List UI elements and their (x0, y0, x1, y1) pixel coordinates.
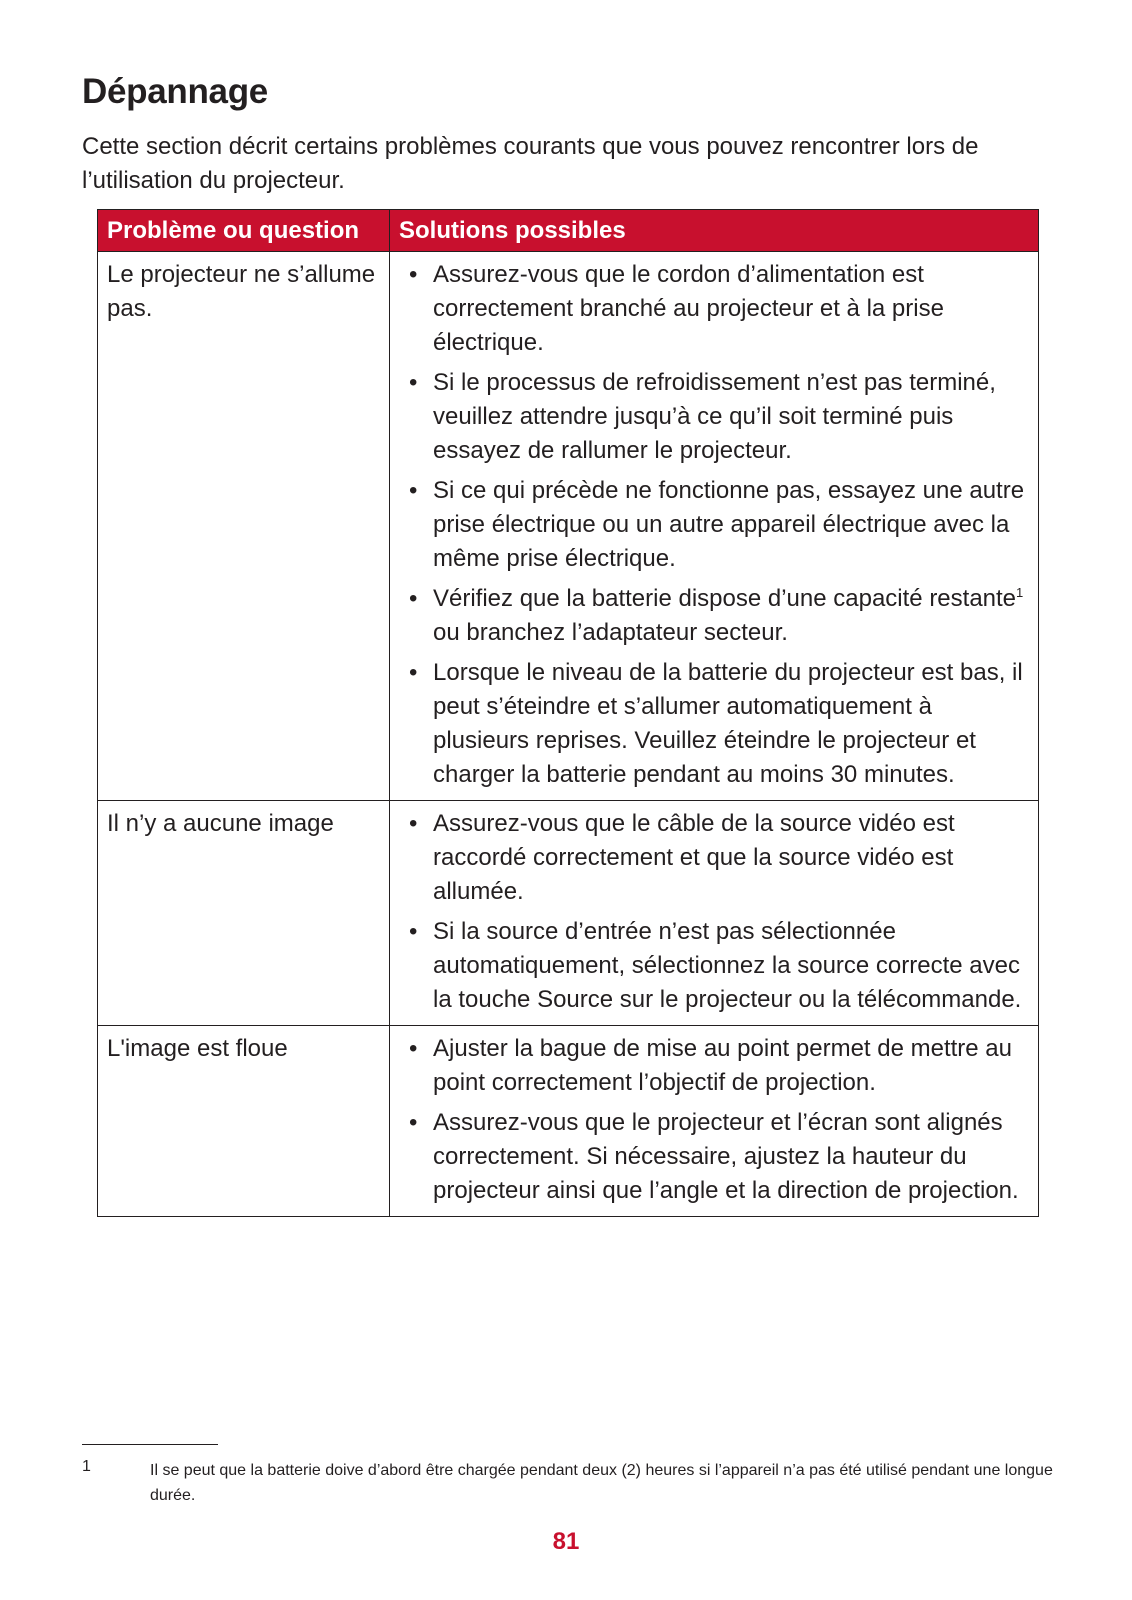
solution-list (399, 807, 1030, 1017)
footnote-number: 1 (82, 1458, 91, 1475)
page-number: 81 (552, 1528, 580, 1555)
page-title: Dépannage (82, 72, 268, 111)
problem-cell: Il n’y a aucune image (98, 801, 390, 1026)
troubleshooting-table (97, 209, 1039, 1217)
solution-text: Si la source d’entrée n’est pas sélectionnée automatiquement, sélectionnez la source correcte avec la touche Source sur le projecteur ou la télécommande. (433, 918, 1022, 1013)
header-problem: Problème ou question (98, 210, 390, 252)
solution-item (399, 366, 1030, 468)
bullet-icon: • (409, 369, 418, 396)
bullet-icon: • (409, 1035, 418, 1062)
table-header-row (98, 210, 1039, 252)
solution-list (399, 258, 1030, 792)
solution-text: Ajuster la bague de mise au point permet de mettre au point correctement l’objectif de projection. (433, 1035, 1012, 1096)
solution-text: Si le processus de refroidissement n’est pas terminé, veuillez attendre jusqu’à ce qu’il soit terminé puis essayez de rallumer le projecteur. (433, 369, 996, 464)
bullet-icon: • (409, 585, 418, 612)
bullet-icon: • (409, 659, 418, 686)
table-row (98, 1026, 1039, 1217)
solutions-cell (390, 252, 1039, 801)
solution-item (399, 807, 1030, 909)
solution-text: Si ce qui précède ne fonctionne pas, essayez une autre prise électrique ou un autre appareil électrique avec la même prise électrique. (433, 477, 1025, 572)
solution-item (399, 582, 1030, 650)
bullet-icon: • (409, 477, 418, 504)
bullet-icon: • (409, 1109, 418, 1136)
table-row (98, 801, 1039, 1026)
solution-text: Lorsque le niveau de la batterie du projecteur est bas, il peut s’éteindre et s’allumer automatiquement à plusieurs reprises. Veuillez éteindre le projecteur et charger la batterie pendant au moins 30 minutes. (433, 659, 1023, 788)
solution-item (399, 474, 1030, 576)
solution-item (399, 915, 1030, 1017)
solution-list (399, 1032, 1030, 1208)
footnote-reference: 1 (1016, 585, 1024, 600)
intro-paragraph: Cette section décrit certains problèmes courants que vous pouvez rencontrer lors de l’utilisation du projecteur. (82, 133, 979, 194)
footnote-divider (82, 1444, 218, 1445)
solution-text: Assurez-vous que le cordon d’alimentation est correctement branché au projecteur et à la prise électrique. (433, 261, 944, 356)
problem-cell: Le projecteur ne s’allume pas. (98, 252, 390, 801)
footnote-text: Il se peut que la batterie doive d’abord être chargée pendant deux (2) heures si l’appareil n’a pas été utilisé pendant une longue durée. (150, 1462, 1053, 1504)
bullet-icon: • (409, 918, 418, 945)
solutions-cell (390, 1026, 1039, 1217)
solutions-cell (390, 801, 1039, 1026)
bullet-icon: • (409, 261, 418, 288)
solution-text: Assurez-vous que le câble de la source vidéo est raccordé correctement et que la source vidéo est allumée. (433, 810, 955, 905)
solution-text: Assurez-vous que le projecteur et l’écran sont alignés correctement. Si nécessaire, ajustez la hauteur du projecteur ainsi que l’angle et la direction de projection. (433, 1109, 1019, 1204)
problem-cell: L'image est floue (98, 1026, 390, 1217)
solution-item (399, 258, 1030, 360)
solution-text-tail: ou branchez l’adaptateur secteur. (433, 619, 788, 646)
solution-text: Vérifiez que la batterie dispose d’une capacité restante (433, 585, 1017, 612)
table-row (98, 252, 1039, 801)
header-solutions: Solutions possibles (390, 210, 1039, 252)
solution-item (399, 1032, 1030, 1100)
solution-item (399, 656, 1030, 792)
solution-item (399, 1106, 1030, 1208)
bullet-icon: • (409, 810, 418, 837)
